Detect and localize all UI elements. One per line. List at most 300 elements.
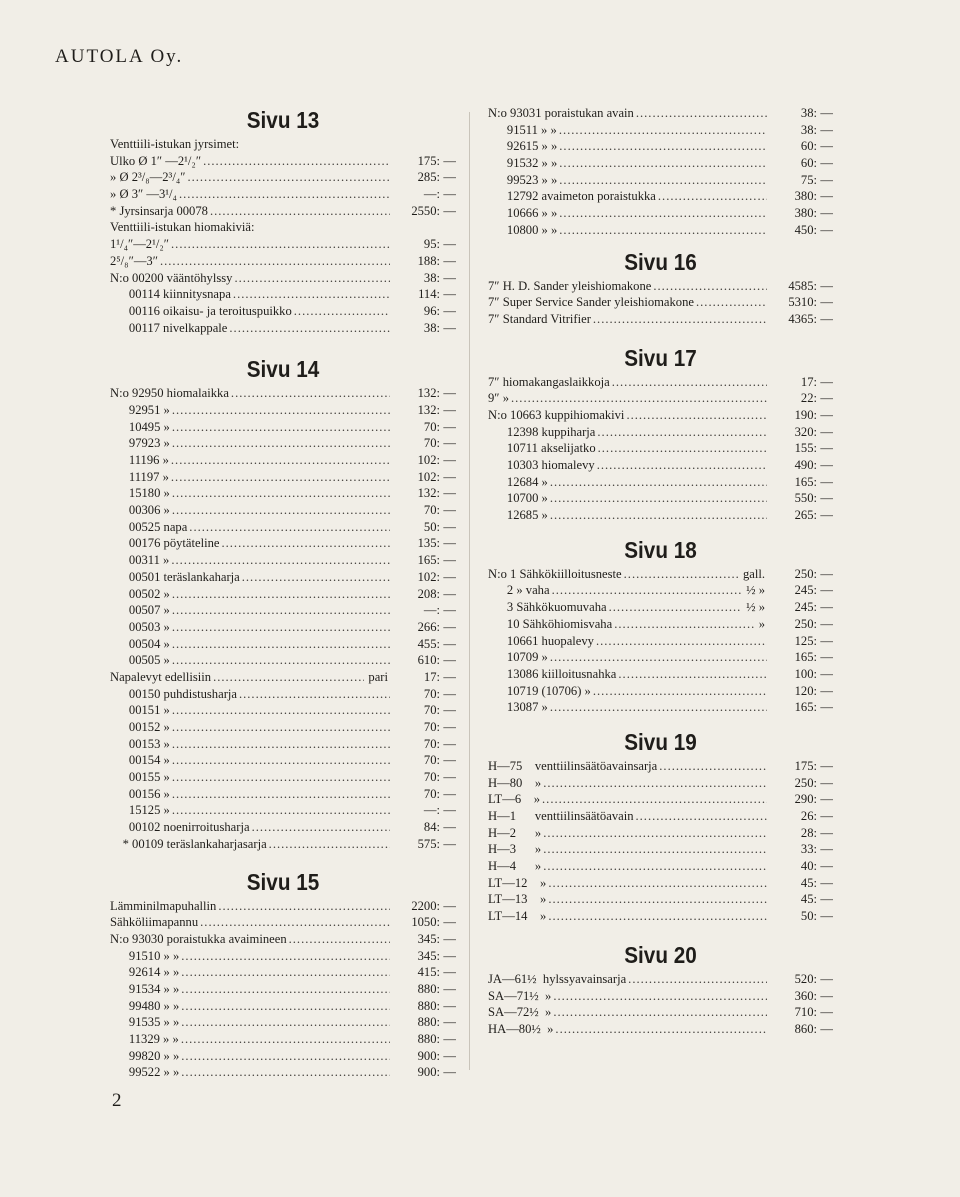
item-price: 165: — [794, 650, 817, 665]
item-label: 92951 » — [110, 402, 170, 417]
price-dash: — — [820, 566, 833, 581]
item-price: 45: — [800, 892, 817, 907]
item-price: 70: — [423, 436, 440, 451]
dot-leader — [172, 419, 390, 436]
item-label: N:o 1 Sähkökiilloitusneste — [488, 566, 622, 581]
price-row — [488, 122, 833, 139]
item-label: 10700 » — [488, 491, 548, 506]
price-dash: — — [443, 669, 456, 684]
item-price: 84: — [423, 820, 440, 835]
item-label: 2 » vaha — [488, 583, 550, 598]
page-number: 2 — [112, 1090, 122, 1111]
dot-leader — [171, 552, 390, 569]
price-row — [110, 669, 456, 686]
dot-leader — [171, 452, 390, 469]
column-divider — [469, 112, 470, 1070]
item-price: 70: — [423, 753, 440, 768]
item-label: 10666 » » — [488, 206, 558, 221]
price-row — [488, 808, 833, 825]
dot-leader — [172, 602, 390, 619]
item-label: 99522 » » — [110, 1065, 180, 1080]
item-label: 00311 » — [110, 553, 170, 568]
price-dash: — — [820, 311, 833, 326]
price-row — [488, 908, 833, 925]
item-label: 7″ H. D. Sander yleishiomakone — [488, 278, 652, 293]
dot-leader — [598, 440, 767, 457]
item-price: —: — [423, 187, 440, 202]
item-price: 345: — [417, 931, 440, 946]
item-price: 40: — [800, 859, 817, 874]
item-label: 00176 pöytäteline — [110, 536, 220, 551]
dot-leader — [636, 808, 768, 825]
dot-leader — [597, 424, 767, 441]
item-label: 00525 napa — [110, 519, 188, 534]
item-price: 33: — [800, 842, 817, 857]
price-dash: — — [443, 836, 456, 851]
item-price: 4585: — [788, 278, 817, 293]
dot-leader — [213, 669, 364, 686]
item-label: N:o 92950 hiomalaikka — [110, 386, 229, 401]
price-dash: — — [820, 156, 833, 171]
item-label: 97923 » — [110, 436, 170, 451]
item-unit: » — [758, 616, 765, 631]
item-label: H—75 venttiilinsäätöavainsarja — [488, 758, 658, 773]
price-dash: — — [443, 586, 456, 601]
item-label: 91511 » » — [488, 122, 557, 137]
item-price: 70: — [423, 736, 440, 751]
item-label: 99820 » » — [110, 1048, 180, 1063]
dot-leader — [659, 758, 767, 775]
price-row — [488, 188, 833, 205]
item-label: LT—12 » — [488, 875, 547, 890]
price-dash: — — [443, 402, 456, 417]
price-row — [488, 278, 833, 295]
price-row — [488, 155, 833, 172]
price-row — [110, 320, 456, 337]
item-label: 00153 » — [110, 736, 170, 751]
price-row — [110, 452, 456, 469]
price-dash: — — [820, 391, 833, 406]
price-dash: — — [820, 441, 833, 456]
item-price: 2550: — [411, 203, 440, 218]
price-row — [110, 1064, 456, 1081]
item-price: 70: — [423, 720, 440, 734]
item-price: 380: — [794, 189, 817, 204]
price-dash: — — [443, 419, 456, 434]
dot-leader — [294, 303, 390, 320]
dot-leader — [612, 374, 767, 391]
dot-leader — [559, 138, 767, 155]
price-row — [110, 769, 456, 786]
dot-leader — [618, 666, 767, 683]
item-label: 10800 » » — [488, 222, 558, 237]
dot-leader — [550, 649, 767, 666]
item-label: 11196 » — [110, 453, 169, 467]
item-label: 00116 oikaisu- ja teroituspuikko — [110, 303, 292, 318]
price-dash: — — [443, 931, 456, 946]
price-row — [110, 153, 456, 170]
dot-leader — [203, 153, 390, 170]
dot-leader — [181, 998, 390, 1015]
price-dash: — — [820, 508, 833, 523]
price-dash: — — [820, 758, 833, 773]
item-price: 900: — [417, 1048, 440, 1063]
item-price: —: — [423, 803, 440, 818]
price-row — [488, 311, 833, 328]
item-price: 17: — [800, 374, 817, 389]
dot-leader — [234, 270, 390, 287]
price-row — [110, 948, 456, 965]
price-row — [488, 858, 833, 875]
price-row — [110, 964, 456, 981]
item-label: 12792 avaimeton poraistukka — [488, 189, 656, 204]
item-label: Ulko Ø 1″ —2¹/₂″ — [110, 153, 202, 168]
price-row — [488, 791, 833, 808]
price-row — [488, 222, 833, 239]
price-row — [110, 253, 456, 270]
item-label: 10303 hiomalevy — [488, 458, 595, 472]
price-row — [110, 236, 456, 253]
price-dash: — — [820, 971, 833, 986]
price-row — [488, 891, 833, 908]
price-row — [110, 586, 456, 603]
price-dash: — — [443, 453, 456, 467]
price-dash: — — [820, 583, 833, 598]
price-row — [110, 435, 456, 452]
price-section — [488, 727, 833, 925]
item-label: 91532 » » — [488, 156, 558, 171]
dot-leader — [553, 1004, 767, 1021]
item-price: 575: — [417, 836, 440, 851]
item-price: 114: — [418, 287, 440, 302]
item-price: 50: — [800, 909, 817, 924]
dot-leader — [542, 791, 767, 808]
dot-leader — [181, 1014, 390, 1031]
price-dash: — — [820, 295, 833, 310]
item-price: 96: — [423, 303, 440, 318]
price-dash: — — [820, 633, 833, 648]
item-label: 12684 » — [488, 474, 548, 489]
price-row — [488, 666, 833, 683]
item-price: 490: — [794, 458, 817, 472]
item-price: 188: — [417, 253, 440, 268]
price-row — [110, 385, 456, 402]
item-label: H—4 » — [488, 859, 542, 874]
dot-leader — [550, 474, 767, 491]
item-label: 00152 » — [110, 720, 170, 734]
dot-leader — [187, 169, 390, 186]
left-column — [110, 105, 456, 1081]
price-row — [488, 875, 833, 892]
price-row — [488, 825, 833, 842]
price-row — [110, 469, 456, 486]
item-label: 15125 » — [110, 803, 170, 818]
price-dash: — — [820, 842, 833, 857]
item-price: 250: — [794, 616, 817, 631]
item-price: 880: — [417, 1032, 440, 1046]
dot-leader — [229, 320, 390, 337]
item-label: Venttiili-istukan hiomakiviä: — [110, 220, 255, 235]
item-label: 10 Sähköhiomisvaha — [488, 616, 613, 631]
price-row — [110, 981, 456, 998]
item-price: 1050: — [411, 915, 440, 930]
item-price: 2200: — [411, 898, 440, 913]
price-dash: — — [443, 1065, 456, 1080]
dot-leader — [172, 802, 390, 819]
item-price: 265: — [794, 508, 817, 523]
price-dash: — — [820, 809, 833, 823]
price-row — [110, 652, 456, 669]
item-price: 38: — [800, 122, 817, 137]
price-dash: — — [443, 1032, 456, 1046]
item-price: 132: — [417, 402, 440, 417]
item-label: * 00109 teräslankaharjasarja — [110, 836, 267, 851]
item-label: LT—6 » — [488, 792, 541, 807]
price-dash: — — [443, 636, 456, 651]
item-price: 70: — [423, 770, 440, 785]
item-label: 00154 » — [110, 753, 170, 768]
item-label: N:o 10663 kuppihiomakivi — [488, 407, 625, 422]
item-label: JA—61½ hylssyavainsarja — [488, 971, 627, 986]
item-price: 455: — [417, 636, 440, 651]
price-dash: — — [443, 1015, 456, 1030]
price-row — [488, 1021, 833, 1038]
item-label: 10661 huopalevy — [488, 633, 594, 648]
item-label: HA—80½ » — [488, 1021, 554, 1036]
price-dash: — — [443, 386, 456, 401]
item-price: 155: — [794, 441, 817, 456]
price-dash: — — [443, 536, 456, 551]
dot-leader — [653, 278, 767, 295]
item-label: 00102 noenirroitusharja — [110, 820, 250, 835]
item-price: 70: — [423, 419, 440, 434]
item-label: 10719 (10706) » — [488, 683, 591, 698]
dot-leader — [543, 775, 767, 792]
price-dash: — — [443, 1048, 456, 1063]
dot-leader — [548, 908, 767, 925]
item-label: N:o 93030 poraistukka avaimineen — [110, 931, 287, 946]
dot-leader — [552, 582, 743, 599]
price-dash: — — [443, 503, 456, 518]
company-name: AUTOLA Oy. — [55, 46, 184, 67]
price-row — [110, 502, 456, 519]
item-label: 99523 » » — [488, 172, 558, 187]
dot-leader — [172, 652, 390, 669]
price-dash: — — [443, 486, 456, 501]
dot-leader — [553, 988, 767, 1005]
price-dash: — — [443, 436, 456, 451]
item-price: 70: — [423, 786, 440, 801]
item-label: 12398 kuppiharja — [488, 424, 596, 439]
price-row — [110, 286, 456, 303]
dot-leader — [172, 702, 390, 719]
dot-leader — [548, 875, 767, 892]
item-price: 132: — [417, 486, 440, 501]
item-label: H—2 » — [488, 825, 542, 840]
item-price: 320: — [794, 424, 817, 439]
item-label: * Jyrsinsarja 00078 — [110, 203, 208, 218]
price-dash: — — [820, 650, 833, 665]
price-row — [488, 683, 833, 700]
price-dash: — — [443, 170, 456, 185]
price-dash: — — [820, 792, 833, 807]
price-dash: — — [820, 407, 833, 422]
dot-leader — [242, 569, 390, 586]
price-row — [110, 169, 456, 186]
item-label: N:o 00200 vääntöhylssy — [110, 270, 233, 285]
item-price: 360: — [794, 988, 817, 1003]
price-row — [488, 440, 833, 457]
price-dash: — — [820, 859, 833, 874]
price-row — [110, 802, 456, 819]
section-heading: Sivu 17 — [624, 344, 697, 371]
price-dash: — — [820, 189, 833, 204]
item-price: 125: — [794, 633, 817, 648]
price-dash: — — [820, 1005, 833, 1020]
dot-leader — [559, 205, 767, 222]
price-dash: — — [443, 237, 456, 252]
item-price: 880: — [417, 998, 440, 1013]
item-label: 12685 » — [488, 508, 548, 523]
item-label: 00503 » — [110, 619, 170, 634]
price-row — [488, 490, 833, 507]
price-dash: — — [820, 892, 833, 907]
price-row — [110, 419, 456, 436]
price-row — [488, 457, 833, 474]
price-dash: — — [443, 753, 456, 768]
price-dash: — — [443, 770, 456, 785]
item-price: 120: — [794, 683, 817, 698]
item-price: 38: — [423, 320, 440, 335]
price-row — [110, 1031, 456, 1048]
price-row — [110, 1014, 456, 1031]
dot-leader — [181, 981, 390, 998]
item-price: 165: — [794, 474, 817, 489]
dot-leader — [269, 836, 390, 853]
right-column — [488, 105, 833, 1038]
item-price: 710: — [794, 1005, 817, 1020]
price-row — [488, 507, 833, 524]
price-row — [110, 719, 456, 736]
item-label: 91534 » » — [110, 981, 180, 996]
price-dash: — — [820, 666, 833, 681]
item-price: 380: — [794, 206, 817, 221]
item-price: 28: — [800, 825, 817, 840]
price-row — [110, 836, 456, 853]
item-price: 245: — [794, 600, 817, 615]
dot-leader — [614, 616, 755, 633]
item-label: 11197 » — [110, 469, 169, 484]
price-row — [110, 569, 456, 586]
item-label: 91535 » » — [110, 1015, 180, 1030]
dot-leader — [181, 964, 390, 981]
price-dash: — — [820, 1021, 833, 1036]
price-dash: — — [443, 203, 456, 218]
price-row — [110, 136, 456, 153]
price-dash: — — [443, 948, 456, 963]
price-dash: — — [443, 736, 456, 751]
dot-leader — [171, 236, 390, 253]
section-heading: Sivu 20 — [624, 941, 697, 968]
item-unit: pari — [368, 669, 388, 684]
price-dash: — — [443, 469, 456, 484]
item-price: 26: — [800, 809, 817, 823]
price-dash: — — [820, 458, 833, 472]
dot-leader — [172, 435, 390, 452]
price-dash: — — [820, 491, 833, 506]
price-row — [488, 205, 833, 222]
dot-leader — [543, 858, 767, 875]
item-label: LT—13 » — [488, 892, 547, 907]
dot-leader — [596, 633, 767, 650]
item-label: 1¹/₄″—2¹/₂″ — [110, 237, 170, 252]
price-dash: — — [443, 603, 456, 618]
dot-leader — [172, 786, 390, 803]
item-label: Sähköliimapannu — [110, 915, 199, 930]
item-price: 450: — [794, 222, 817, 237]
item-price: 4365: — [788, 311, 817, 326]
dot-leader — [172, 769, 390, 786]
dot-leader — [181, 1031, 390, 1048]
dot-leader — [210, 203, 390, 220]
item-price: 70: — [423, 503, 440, 518]
dot-leader — [172, 636, 390, 653]
item-price: 208: — [417, 586, 440, 601]
item-label: Lämminilmapuhallin — [110, 898, 217, 913]
item-price: 860: — [794, 1021, 817, 1036]
price-dash: — — [443, 965, 456, 980]
dot-leader — [550, 507, 767, 524]
dot-leader — [239, 686, 390, 703]
price-dash: — — [443, 253, 456, 268]
price-row — [488, 474, 833, 491]
item-label: 7″ hiomakangaslaikkoja — [488, 374, 610, 389]
dot-leader — [559, 155, 767, 172]
price-dash: — — [443, 686, 456, 701]
item-label: 7″ Standard Vitrifier — [488, 311, 591, 326]
item-label: H—80 » — [488, 775, 542, 790]
item-price: 266: — [417, 619, 440, 634]
item-label: SA—71½ » — [488, 988, 552, 1003]
item-price: 345: — [417, 948, 440, 963]
item-price: 102: — [417, 469, 440, 484]
price-row — [488, 616, 833, 633]
price-dash: — — [443, 915, 456, 930]
dot-leader — [543, 841, 767, 858]
dot-leader — [181, 948, 390, 965]
price-section — [488, 105, 833, 239]
price-dash: — — [820, 474, 833, 489]
item-label: 00155 » — [110, 770, 170, 785]
price-section — [110, 867, 456, 1082]
section-heading: Sivu 13 — [246, 107, 320, 133]
price-dash: — — [820, 278, 833, 293]
price-dash: — — [443, 653, 456, 668]
item-price: 38: — [800, 106, 817, 120]
price-dash: — — [820, 616, 833, 631]
dot-leader — [658, 188, 767, 205]
dot-leader — [172, 402, 390, 419]
item-label: 2⁵/₈″—3″ — [110, 253, 158, 268]
price-dash: — — [820, 106, 833, 120]
item-label: 00117 nivelkappale — [110, 320, 228, 335]
dot-leader — [218, 898, 390, 915]
price-row — [110, 602, 456, 619]
price-row — [110, 552, 456, 569]
dot-leader — [172, 502, 390, 519]
price-row — [488, 424, 833, 441]
dot-leader — [636, 105, 767, 122]
